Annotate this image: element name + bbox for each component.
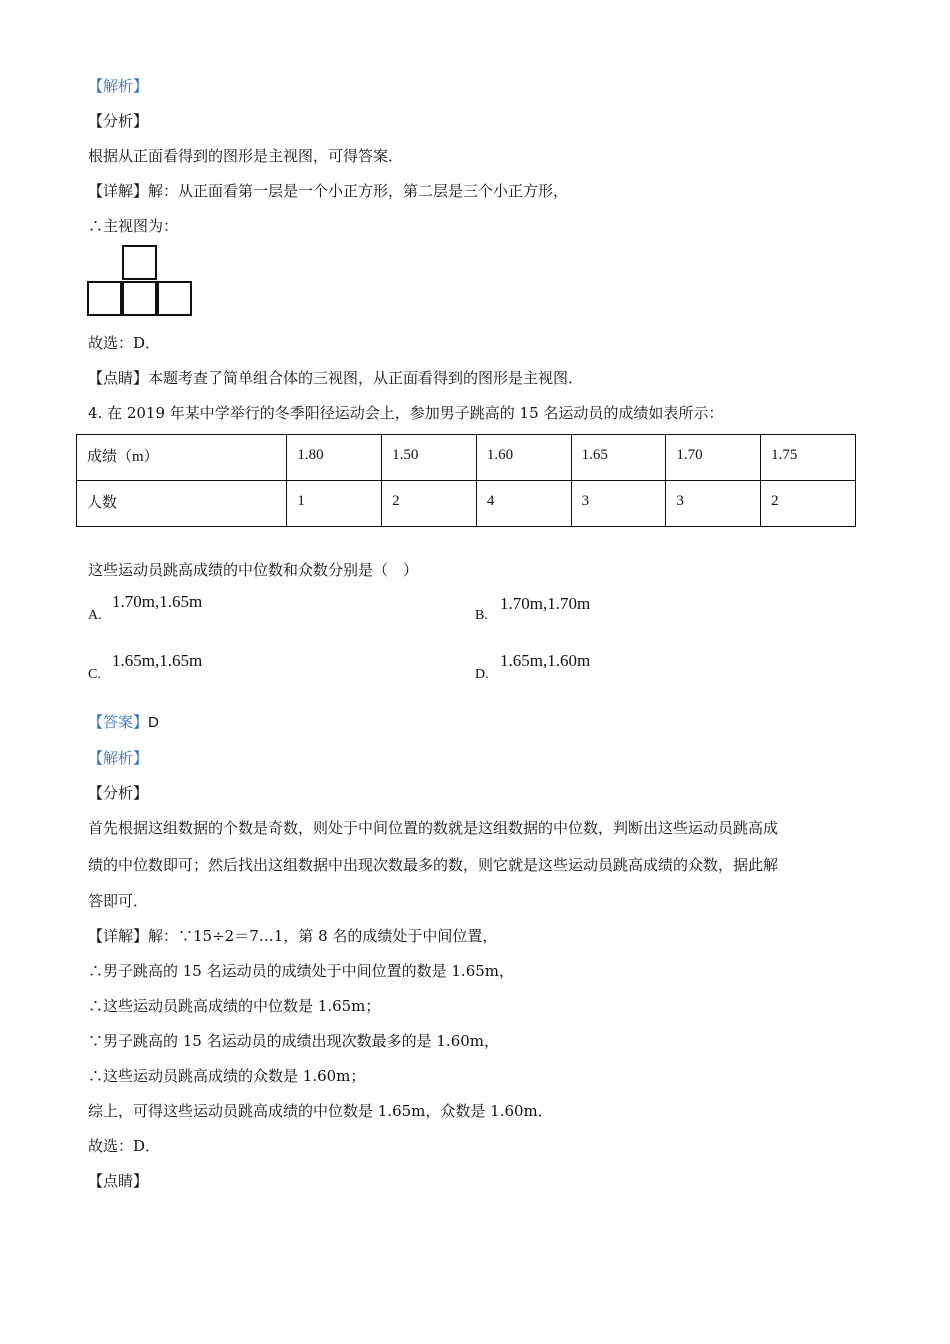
option-a-letter: A. bbox=[88, 608, 102, 623]
table-cell: 1.75 bbox=[761, 435, 856, 481]
q4-analysis-line-3: 答即可． bbox=[88, 892, 149, 910]
q4-answer-heading: 【答案】 bbox=[88, 713, 149, 731]
q3-detail-line bbox=[88, 181, 568, 201]
table-cell: 1 bbox=[287, 481, 382, 527]
table-cell: 1.50 bbox=[382, 435, 477, 481]
q4-detail-line-4: ∵男子跳高的 15 名运动员的成绩出现次数最多的是 1.60m， bbox=[88, 1032, 500, 1050]
q4-comment-heading: 【点睛】 bbox=[88, 1172, 149, 1190]
table-cell: 人数 bbox=[77, 481, 287, 527]
front-view-bottom-square-3 bbox=[157, 281, 192, 316]
table-cell: 3 bbox=[666, 481, 761, 527]
q3-detail-heading: 【详解】 bbox=[88, 182, 149, 200]
q4-detail-line-2: ∴男子跳高的 15 名运动员的成绩处于中间位置的数是 1.65m， bbox=[88, 962, 515, 980]
q4-answer-value: D bbox=[148, 714, 159, 731]
q4-answer-line bbox=[88, 712, 159, 733]
q3-analysis-text: 根据从正面看得到的图形是主视图，可得答案． bbox=[88, 147, 404, 165]
front-view-top-square bbox=[122, 245, 157, 280]
front-view-bottom-square-2 bbox=[122, 281, 157, 316]
q4-detail-text-1: 解：∵15÷2＝7…1，第 8 名的成绩处于中间位置， bbox=[148, 927, 498, 945]
q4-detail-line-3: ∴这些运动员跳高成绩的中位数是 1.65m； bbox=[88, 997, 381, 1015]
table-cell: 4 bbox=[476, 481, 571, 527]
q3-comment-heading: 【点睛】 bbox=[88, 369, 149, 387]
q4-fenxi-heading: 【分析】 bbox=[88, 784, 149, 802]
table-cell: 成绩（m） bbox=[77, 435, 287, 481]
q4-detail-line-5: ∴这些运动员跳高成绩的众数是 1.60m； bbox=[88, 1067, 366, 1085]
front-view-bottom-square-1 bbox=[87, 281, 122, 316]
score-table bbox=[76, 434, 856, 527]
q4-choice: 故选：D． bbox=[88, 1137, 161, 1155]
option-d-letter: D. bbox=[475, 667, 489, 682]
option-c-letter: C. bbox=[88, 667, 101, 682]
q3-fenxi-heading: 【分析】 bbox=[88, 112, 149, 130]
q4-analysis-line-2: 绩的中位数即可；然后找出这组数据中出现次数最多的数，则它就是这些运动员跳高成绩的众数，据此解 bbox=[88, 856, 779, 874]
q3-detail-text: 解：从正面看第一层是一个小正方形，第二层是三个小正方形， bbox=[148, 182, 569, 200]
option-a-value: 1.70m,1.65m bbox=[112, 592, 203, 611]
table-cell: 2 bbox=[382, 481, 477, 527]
table-cell: 2 bbox=[761, 481, 856, 527]
option-b-letter: B. bbox=[475, 608, 488, 623]
front-view-figure bbox=[87, 245, 194, 318]
table-row bbox=[77, 435, 856, 481]
q4-question: 这些运动员跳高成绩的中位数和众数分别是（ ） bbox=[88, 561, 419, 579]
q3-comment-line bbox=[88, 368, 583, 388]
option-b-value: 1.70m,1.70m bbox=[500, 594, 591, 613]
table-row bbox=[77, 481, 856, 527]
q4-analysis-line-1: 首先根据这组数据的个数是奇数，则处于中间位置的数就是这组数据的中位数，判断出这些运动员跳高成 bbox=[88, 819, 779, 837]
option-c-value: 1.65m,1.65m bbox=[112, 651, 203, 670]
table-cell: 3 bbox=[571, 481, 666, 527]
table-cell: 1.70 bbox=[666, 435, 761, 481]
q4-detail-line-1 bbox=[88, 926, 497, 946]
q3-front-view-label: ∴主视图为： bbox=[88, 217, 179, 235]
table-cell: 1.60 bbox=[476, 435, 571, 481]
q4-detail-line-6: 综上，可得这些运动员跳高成绩的中位数是 1.65m，众数是 1.60m． bbox=[88, 1102, 553, 1120]
table-cell: 1.65 bbox=[571, 435, 666, 481]
q3-jiexi-heading: 【解析】 bbox=[88, 77, 149, 95]
table-cell: 1.80 bbox=[287, 435, 382, 481]
q4-stem: 4. 在 2019 年某中学举行的冬季阳径运动会上，参加男子跳高的 15 名运动员的成绩如表所示： bbox=[88, 404, 724, 422]
option-d-value: 1.65m,1.60m bbox=[500, 651, 591, 670]
q4-detail-heading: 【详解】 bbox=[88, 927, 149, 945]
q3-choice: 故选：D． bbox=[88, 334, 161, 352]
q4-jiexi-heading: 【解析】 bbox=[88, 749, 149, 767]
q3-comment-text: 本题考查了简单组合体的三视图，从正面看得到的图形是主视图． bbox=[148, 369, 584, 387]
